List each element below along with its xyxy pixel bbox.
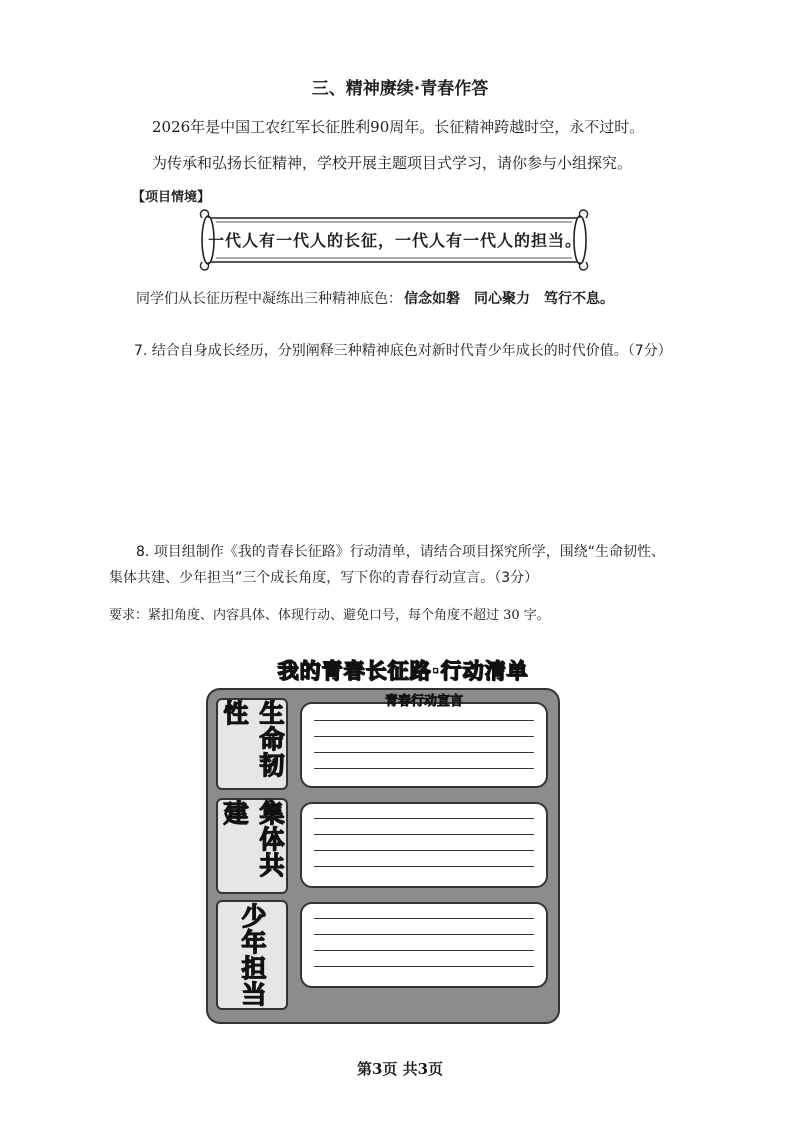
answer-line (314, 818, 534, 819)
answer-line (314, 850, 534, 851)
answer-line (314, 950, 534, 951)
answer-box-1[interactable] (300, 694, 548, 788)
row-label: 集体共建 (220, 800, 285, 878)
page-footer: 第3页 共3页 (356, 1060, 444, 1078)
question-7: 7. 结合自身成长经历，分别阐释三种精神底色对新时代青少年成长的时代价值。（7分） (134, 343, 672, 359)
scroll-quote: 一代人有一代人的长征，一代人有一代人的担当。 (207, 231, 582, 250)
answer-line (314, 736, 534, 737)
worksheet-board (206, 688, 560, 1024)
row-label: 生命韧性 (220, 700, 285, 778)
question-8-line-2: 集体共建、少年担当”三个成长角度，写下你的青春行动宣言。（3分） (109, 570, 539, 586)
answer-line (314, 918, 534, 919)
answer-line (314, 768, 534, 769)
spirits-intro: 同学们从长征历程中凝练出三种精神底色： (136, 291, 402, 307)
spirits-line (136, 288, 626, 308)
row-label-box (216, 900, 288, 1010)
answer-line (314, 966, 534, 967)
row-label-box (216, 798, 288, 894)
requirement: 要求：紧扣角度、内容具体、体现行动、避免口号，每个角度不超过 30 字。 (109, 608, 550, 623)
section-title: 三、精神赓续·青春作答 (311, 79, 489, 99)
intro-paragraph-1: 2026年是中国工农红军长征胜利90周年。长征精神跨越时空，永不过时。 (152, 118, 645, 136)
spirit-3: 笃行不息。 (544, 291, 614, 307)
answer-line (314, 866, 534, 867)
row-label-box (216, 698, 288, 790)
context-tag: 【项目情境】 (132, 190, 211, 205)
spirit-2: 同心聚力 (474, 291, 530, 307)
intro-paragraph-2: 为传承和弘扬长征精神，学校开展主题项目式学习，请你参与小组探究。 (152, 154, 633, 172)
answer-line (314, 752, 534, 753)
answer-box-2[interactable] (300, 802, 548, 888)
column-header: 青春行动宣言 (384, 694, 463, 709)
answer-line (314, 934, 534, 935)
row-label: 少年担当 (238, 903, 267, 1007)
worksheet-title: 我的青春长征路·行动清单 (277, 659, 529, 683)
answer-line (314, 720, 534, 721)
spirit-1: 信念如磐 (404, 291, 460, 307)
answer-box-3[interactable] (300, 902, 548, 988)
question-8-line-1: 8. 项目组制作《我的青春长征路》行动清单，请结合项目探究所学，围绕“生命韧性、 (136, 544, 666, 560)
answer-line (314, 834, 534, 835)
